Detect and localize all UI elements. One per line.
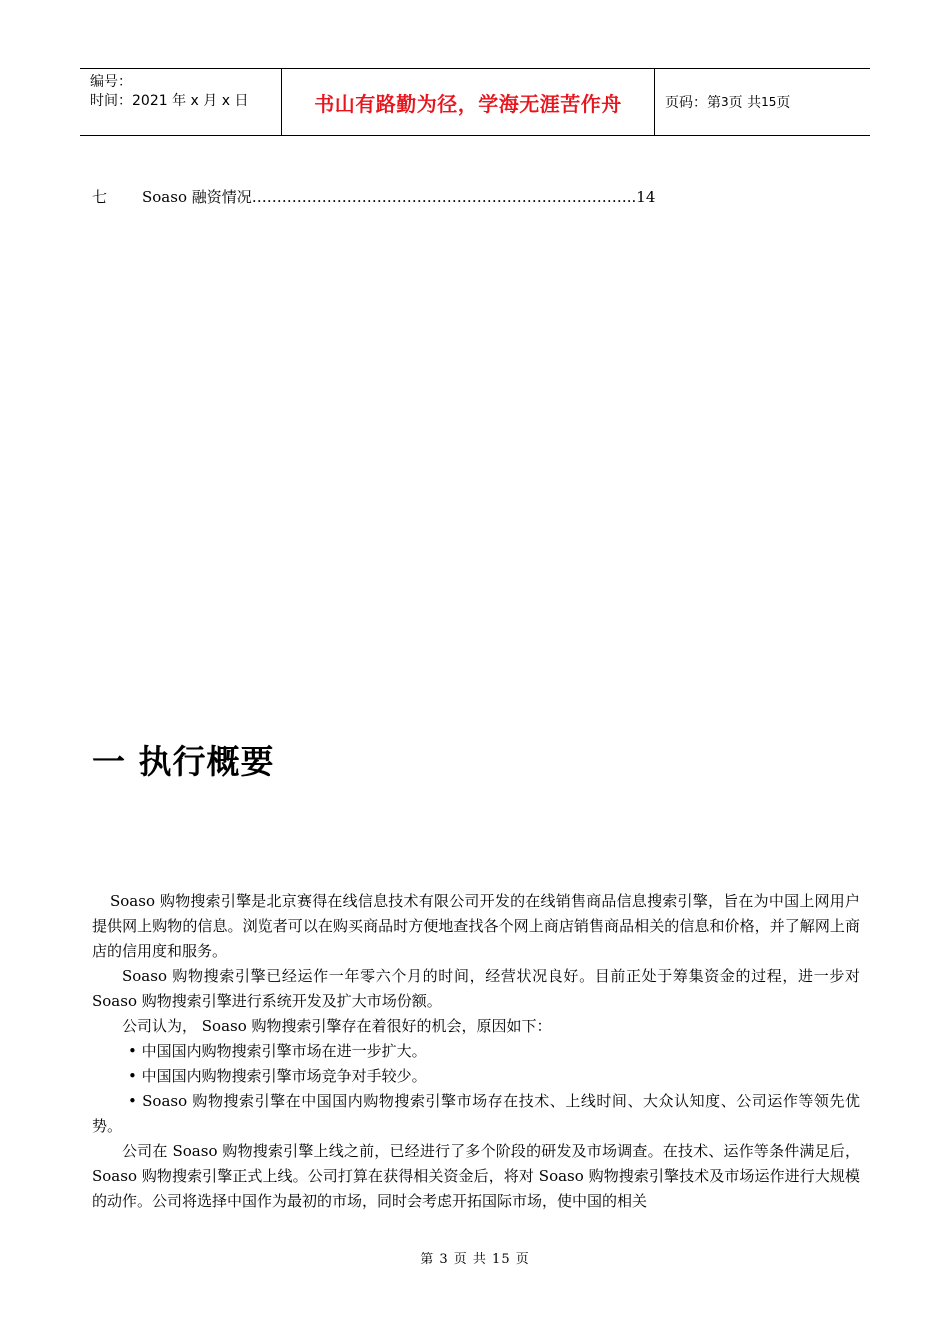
toc-entry-text: Soaso 融资情况…………………………………………………………………..14 (142, 188, 656, 206)
paragraph: Soaso 购物搜索引擎是北京赛得在线信息技术有限公司开发的在线销售商品信息搜索引擎，旨在为中国上网用户提供网上购物的信息。浏览者可以在购买商品时方便地查找各个网上商店销售商品相关的信息和价格，并了解网上商店的信用度和服务。 (92, 892, 860, 960)
header-meta (80, 69, 282, 135)
paragraph: 公司认为， Soaso 购物搜索引擎存在着很好的机会，原因如下： (122, 1017, 552, 1035)
page-total: 15 (761, 95, 777, 109)
paragraph: 公司在 Soaso 购物搜索引擎上线之前，已经进行了多个阶段的研发及市场调查。在技术、运作等条件满足后，Soaso 购物搜索引擎正式上线。公司打算在获得相关资金后，将对 Soaso 购物搜索引擎技术及市场运作进行大规模的动作。公司将选择中国作为最初的市场，同时会考虑开拓国际市场，使中国的相关 (92, 1142, 860, 1210)
toc-entry[interactable] (92, 186, 742, 207)
header-motto: 书山有路勤为径，学海无涯苦作舟 (282, 69, 655, 135)
bullet-item: • 中国国内购物搜索引擎市场在进一步扩大。 (128, 1042, 427, 1060)
document-number-label: 编号： (90, 74, 132, 90)
page-suffix: 页 (776, 95, 791, 111)
page-current: 3 (721, 95, 729, 109)
bullet-item: • 中国国内购物搜索引擎市场竞争对手较少。 (128, 1067, 427, 1085)
section-heading: 一 执行概要 (92, 742, 275, 781)
toc-entry-number: 七 (92, 188, 108, 206)
header-page-info (655, 69, 870, 135)
page-prefix: 页码：第 (665, 95, 721, 111)
body-text (92, 889, 860, 1214)
bullet-item: • Soaso 购物搜索引擎在中国国内购物搜索引擎市场存在技术、上线时间、大众认知度、公司运作等领先优势。 (92, 1092, 860, 1135)
page-mid: 页 共 (728, 95, 762, 111)
document-time-label: 时间：2021 年 x 月 x 日 (90, 93, 249, 109)
page-footer: 第 3 页 共 15 页 (420, 1252, 530, 1267)
paragraph: Soaso 购物搜索引擎已经运作一年零六个月的时间，经营状况良好。目前正处于筹集资金的过程，进一步对 Soaso 购物搜索引擎进行系统开发及扩大市场份额。 (92, 967, 860, 1010)
page-header (80, 68, 870, 136)
